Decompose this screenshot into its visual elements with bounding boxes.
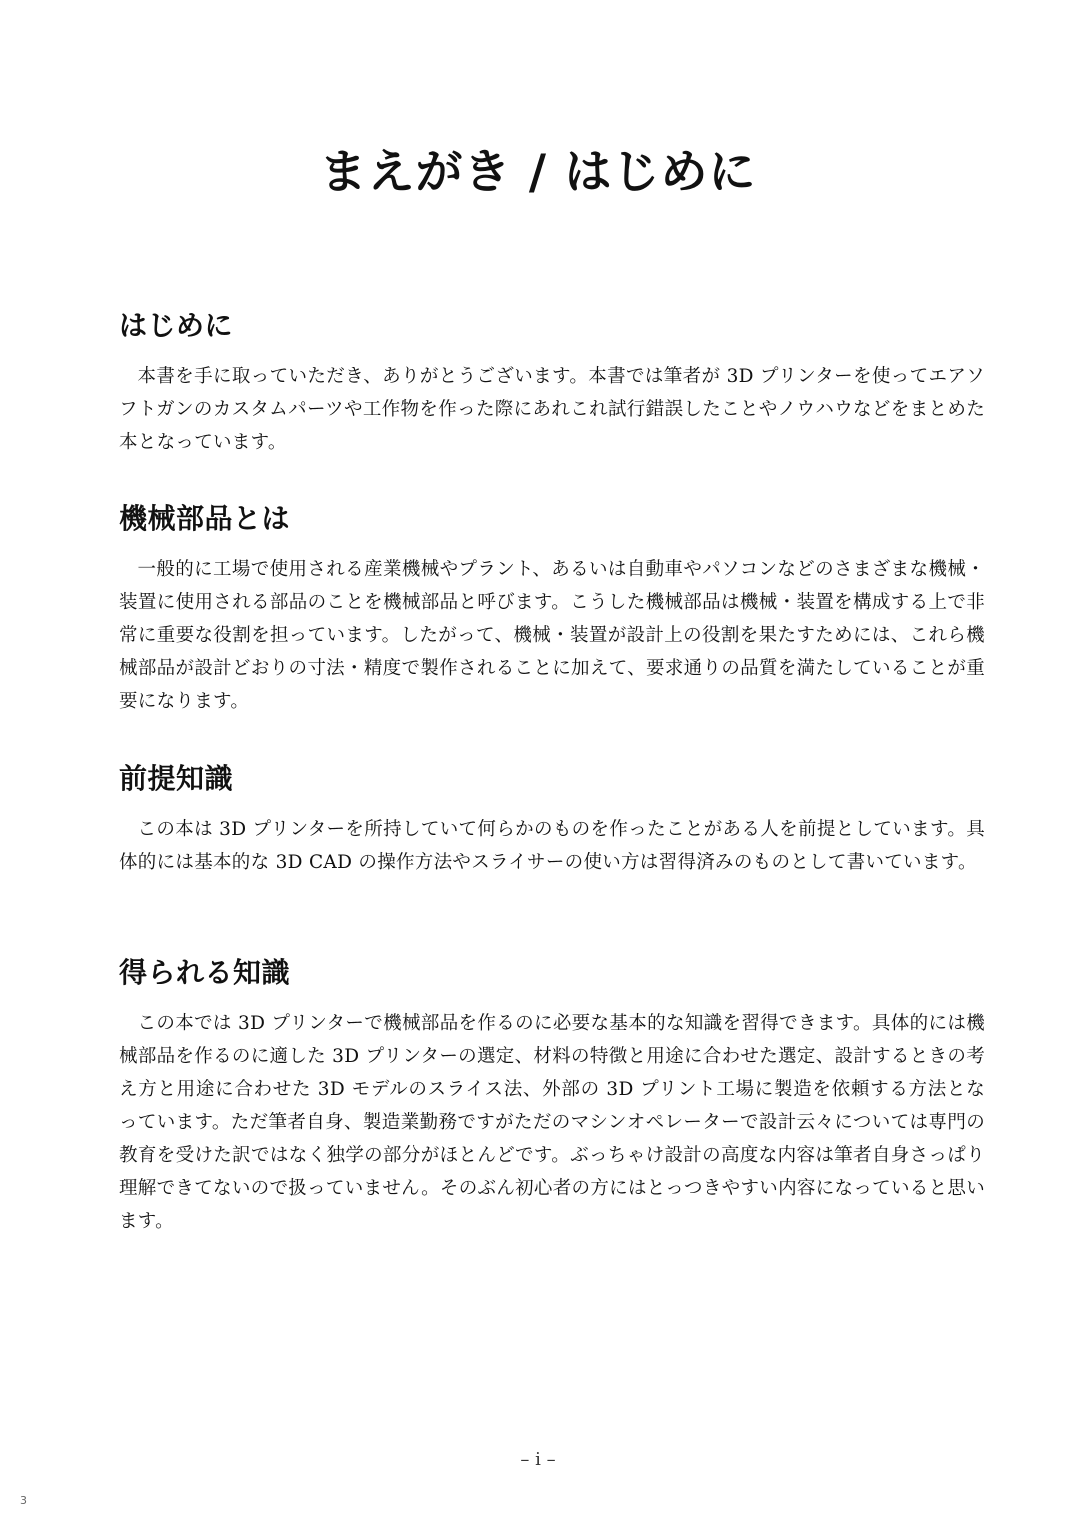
section-machine-parts — [119, 499, 985, 718]
section-body: 本書を手に取っていただき、ありがとうございます。本書では筆者が 3D プリンターを使ってエアソフトガンのカスタムパーツや工作物を作った際にあれこれ試行錯誤したことやノウハウなどをまとめた本となっています。 — [119, 366, 985, 453]
section-body: 一般的に工場で使用される産業機械やプラント、あるいは自動車やパソコンなどのさまざまな機械・装置に使用される部品のことを機械部品と呼びます。こうした機械部品は機械・装置を構成する上で非常に重要な役割を担っています。したがって、機械・装置が設計上の役割を果たすためには、これら機械部品が設計どおりの寸法・精度で製作されることに加えて、要求通りの品質を満たしていることが重要になります。 — [119, 559, 985, 712]
section-body: この本は 3D プリンターを所持していて何らかのものを作ったことがある人を前提としています。具体的には基本的な 3D CAD の操作方法やスライサーの使い方は習得済みのものとして書いています。 — [119, 819, 985, 873]
section-knowledge-gained — [119, 953, 985, 1238]
section-body: この本では 3D プリンターで機械部品を作るのに必要な基本的な知識を習得できます。具体的には機械部品を作るのに適した 3D プリンターの選定、材料の特徴と用途に合わせた選定、設計するときの考え方と用途に合わせた 3D モデルのスライス法、外部の 3D プリント工場に製造を依頼する方法となっています。ただ筆者自身、製造業勤務ですがただのマシンオペレーターで設計云々については専門の教育を受けた訳ではなく独学の部分がほとんどです。ぶっちゃけ設計の高度な内容は筆者自身さっぱり理解できてないので扱っていません。そのぶん初心者の方にはとっつきやすい内容になっていると思います。 — [119, 1013, 985, 1232]
section-prerequisites — [119, 759, 985, 879]
section-heading: はじめに — [119, 309, 234, 342]
page-title: まえがき / はじめに — [319, 145, 757, 200]
page-number: – i – — [520, 1449, 556, 1470]
sheet-number: 3 — [20, 1494, 27, 1507]
section-heading: 前提知識 — [119, 762, 234, 795]
section-heading: 得られる知識 — [119, 956, 291, 989]
section-heading: 機械部品とは — [119, 502, 291, 535]
section-introduction — [119, 306, 985, 459]
